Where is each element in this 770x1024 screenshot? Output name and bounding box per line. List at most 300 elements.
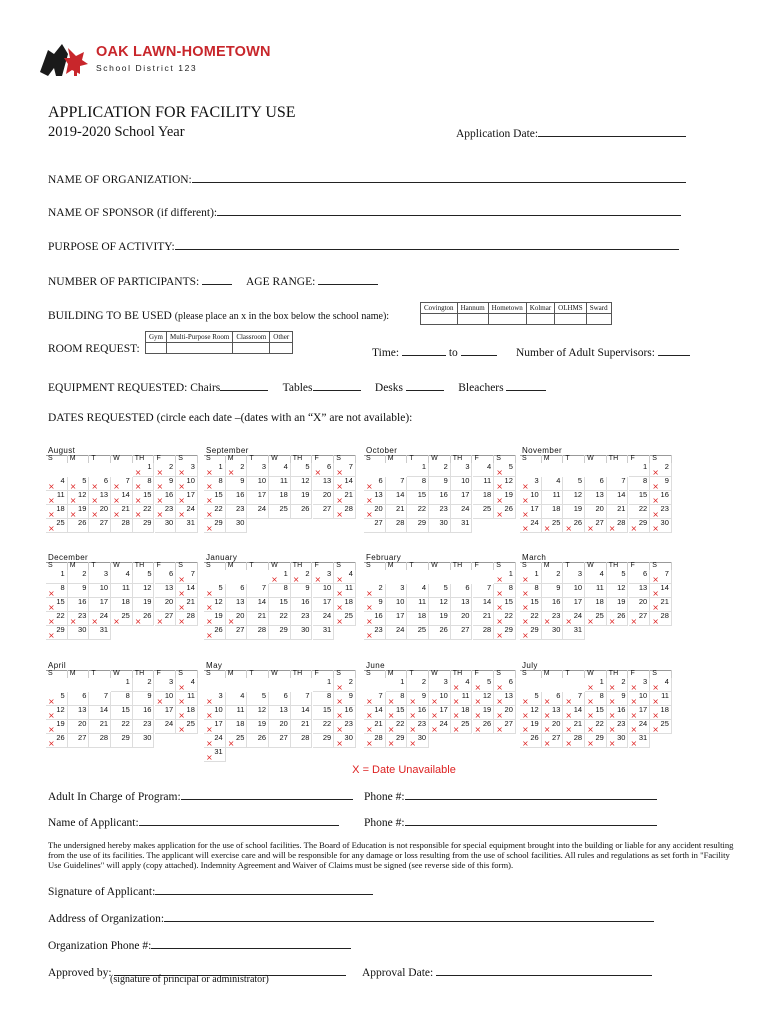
calendar-day[interactable] [68,612,90,626]
calendar-day[interactable] [89,491,111,505]
calendar-day[interactable] [585,692,607,706]
calendar-day[interactable] [313,720,335,734]
calendar-day[interactable] [204,463,226,477]
calendar-day[interactable] [563,720,585,734]
calendar-day[interactable] [291,463,313,477]
calendar-day[interactable] [386,720,408,734]
calendar-day[interactable] [313,612,335,626]
calendar-day[interactable] [46,570,68,584]
calendar-day[interactable] [520,706,542,720]
calendar-day[interactable] [650,570,672,584]
calendar-day[interactable] [364,626,386,640]
calendar-day[interactable] [111,519,133,533]
calendar-day[interactable] [629,477,651,491]
calendar-day[interactable] [629,612,651,626]
calendar-day[interactable] [364,706,386,720]
calendar-day[interactable] [429,720,451,734]
calendar-day[interactable] [204,505,226,519]
calendar-day[interactable] [407,598,429,612]
calendar-day[interactable] [247,734,269,748]
calendar-day[interactable] [269,692,291,706]
calendar-day[interactable] [542,612,564,626]
calendar-day[interactable] [89,570,111,584]
calendar-day[interactable] [629,463,651,477]
calendar-day[interactable] [494,706,516,720]
calendar-day[interactable] [494,463,516,477]
calendar-day[interactable] [629,734,651,748]
calendar-day[interactable] [204,748,226,762]
calendar-day[interactable] [334,491,356,505]
building-checkbox[interactable] [586,314,611,325]
calendar-day[interactable] [494,505,516,519]
calendar-day[interactable] [494,584,516,598]
calendar-day[interactable] [46,505,68,519]
calendar-day[interactable] [176,491,198,505]
calendar-day[interactable] [269,598,291,612]
calendar-day[interactable] [585,519,607,533]
calendar-day[interactable] [155,570,177,584]
calendar-day[interactable] [429,463,451,477]
calendar-day[interactable] [89,584,111,598]
calendar-day[interactable] [176,720,198,734]
calendar-day[interactable] [520,505,542,519]
calendar-day[interactable] [542,692,564,706]
calendar-day[interactable] [291,706,313,720]
calendar-day[interactable] [386,477,408,491]
calendar-day[interactable] [313,477,335,491]
calendar-day[interactable] [291,477,313,491]
calendar-day[interactable] [585,612,607,626]
calendar-day[interactable] [429,584,451,598]
calendar-day[interactable] [386,584,408,598]
calendar-day[interactable] [451,706,473,720]
calendar-day[interactable] [133,463,155,477]
calendar-day[interactable] [226,598,248,612]
calendar-day[interactable] [226,720,248,734]
calendar-day[interactable] [89,626,111,640]
calendar-day[interactable] [607,612,629,626]
calendar-day[interactable] [226,491,248,505]
calendar-day[interactable] [451,584,473,598]
calendar-day[interactable] [473,598,495,612]
calendar-day[interactable] [386,734,408,748]
calendar-day[interactable] [226,519,248,533]
calendar-day[interactable] [133,692,155,706]
calendar-day[interactable] [155,612,177,626]
calendar-day[interactable] [407,584,429,598]
calendar-day[interactable] [155,678,177,692]
calendar-day[interactable] [247,491,269,505]
calendar-day[interactable] [542,570,564,584]
calendar-day[interactable] [607,734,629,748]
calendar-day[interactable] [629,519,651,533]
calendar-day[interactable] [451,463,473,477]
calendar-day[interactable] [176,463,198,477]
calendar-day[interactable] [650,692,672,706]
calendar-day[interactable] [407,463,429,477]
calendar-day[interactable] [89,505,111,519]
calendar-day[interactable] [291,570,313,584]
calendar-day[interactable] [386,505,408,519]
calendar-day[interactable] [629,598,651,612]
calendar-day[interactable] [451,626,473,640]
calendar-day[interactable] [563,477,585,491]
calendar-day[interactable] [650,491,672,505]
building-checkbox[interactable] [526,314,554,325]
building-checkbox[interactable] [421,314,458,325]
calendar-day[interactable] [629,720,651,734]
calendar-day[interactable] [650,598,672,612]
calendar-day[interactable] [46,598,68,612]
calendar-day[interactable] [542,505,564,519]
calendar-day[interactable] [176,505,198,519]
adult-in-charge-field[interactable] [48,787,353,803]
calendar-day[interactable] [46,734,68,748]
calendar-day[interactable] [226,477,248,491]
calendar-day[interactable] [133,584,155,598]
calendar-day[interactable] [542,598,564,612]
application-date-field[interactable] [456,124,686,140]
calendar-day[interactable] [585,598,607,612]
calendar-day[interactable] [204,706,226,720]
adult-phone-field[interactable] [364,787,657,803]
calendar-day[interactable] [429,692,451,706]
calendar-day[interactable] [364,519,386,533]
calendar-day[interactable] [629,505,651,519]
calendar-day[interactable] [204,612,226,626]
calendar-day[interactable] [473,706,495,720]
calendar-day[interactable] [204,734,226,748]
calendar-day[interactable] [407,491,429,505]
calendar-day[interactable] [291,598,313,612]
calendar-day[interactable] [386,692,408,706]
calendar-day[interactable] [204,626,226,640]
calendar-day[interactable] [155,505,177,519]
calendar-day[interactable] [585,491,607,505]
calendar-day[interactable] [334,612,356,626]
calendar-day[interactable] [494,491,516,505]
calendar-day[interactable] [386,706,408,720]
calendar-day[interactable] [204,598,226,612]
calendar-day[interactable] [451,477,473,491]
calendar-day[interactable] [650,612,672,626]
calendar-day[interactable] [247,692,269,706]
calendar-day[interactable] [176,692,198,706]
calendar-day[interactable] [89,706,111,720]
calendar-day[interactable] [386,626,408,640]
calendar-day[interactable] [494,678,516,692]
calendar-day[interactable] [111,692,133,706]
calendar-day[interactable] [155,706,177,720]
building-checkbox[interactable] [457,314,488,325]
calendar-day[interactable] [247,598,269,612]
calendar-day[interactable] [269,491,291,505]
calendar-day[interactable] [473,678,495,692]
calendar-day[interactable] [473,720,495,734]
calendar-day[interactable] [133,678,155,692]
calendar-day[interactable] [334,692,356,706]
calendar-day[interactable] [494,598,516,612]
sponsor-field[interactable] [48,203,681,219]
calendar-day[interactable] [650,678,672,692]
calendar-day[interactable] [520,491,542,505]
calendar-day[interactable] [542,626,564,640]
calendar-day[interactable] [46,584,68,598]
calendar-day[interactable] [68,505,90,519]
calendar-day[interactable] [46,519,68,533]
calendar-day[interactable] [226,706,248,720]
building-checkbox[interactable] [488,314,526,325]
calendar-day[interactable] [226,626,248,640]
calendar-day[interactable] [334,706,356,720]
calendar-day[interactable] [451,519,473,533]
calendar-day[interactable] [563,734,585,748]
calendar-day[interactable] [585,734,607,748]
calendar-day[interactable] [607,570,629,584]
calendar-day[interactable] [650,706,672,720]
calendar-day[interactable] [133,598,155,612]
time-field[interactable] [372,343,497,359]
calendar-day[interactable] [111,706,133,720]
calendar-day[interactable] [585,720,607,734]
calendar-day[interactable] [313,598,335,612]
calendar-day[interactable] [68,734,90,748]
calendar-day[interactable] [542,477,564,491]
calendar-day[interactable] [563,692,585,706]
calendar-day[interactable] [89,720,111,734]
calendar-day[interactable] [155,519,177,533]
calendar-day[interactable] [650,584,672,598]
calendar-day[interactable] [291,720,313,734]
calendar-day[interactable] [429,706,451,720]
calendar-day[interactable] [542,491,564,505]
org-phone-field[interactable] [48,936,351,952]
calendar-day[interactable] [269,734,291,748]
calendar-day[interactable] [542,720,564,734]
calendar-day[interactable] [364,584,386,598]
calendar-day[interactable] [607,598,629,612]
calendar-day[interactable] [386,598,408,612]
calendar-day[interactable] [89,692,111,706]
calendar-day[interactable] [473,505,495,519]
calendar-day[interactable] [334,505,356,519]
calendar-day[interactable] [451,720,473,734]
calendar-day[interactable] [563,491,585,505]
calendar-day[interactable] [386,519,408,533]
calendar-day[interactable] [607,505,629,519]
calendar-day[interactable] [607,720,629,734]
calendar-day[interactable] [364,720,386,734]
calendar-day[interactable] [68,477,90,491]
calendar-day[interactable] [269,463,291,477]
calendar-day[interactable] [204,692,226,706]
calendar-day[interactable] [269,706,291,720]
age-range-field[interactable] [246,272,378,288]
calendar-day[interactable] [520,570,542,584]
calendar-day[interactable] [520,519,542,533]
calendar-day[interactable] [89,477,111,491]
calendar-day[interactable] [650,519,672,533]
address-field[interactable] [48,909,654,925]
calendar-day[interactable] [176,570,198,584]
calendar-day[interactable] [563,584,585,598]
calendar-day[interactable] [68,720,90,734]
calendar-day[interactable] [542,519,564,533]
calendar-day[interactable] [563,598,585,612]
calendar-day[interactable] [313,734,335,748]
calendar-day[interactable] [68,584,90,598]
calendar-day[interactable] [520,626,542,640]
calendar-day[interactable] [364,734,386,748]
calendar-day[interactable] [607,491,629,505]
calendar-day[interactable] [247,477,269,491]
calendar-day[interactable] [176,678,198,692]
calendar-day[interactable] [542,734,564,748]
calendar-day[interactable] [155,692,177,706]
calendar-day[interactable] [520,734,542,748]
calendar-day[interactable] [494,612,516,626]
calendar-day[interactable] [364,612,386,626]
calendar-day[interactable] [269,720,291,734]
calendar-day[interactable] [629,692,651,706]
calendar-day[interactable] [607,477,629,491]
calendar-day[interactable] [155,584,177,598]
calendar-day[interactable] [429,505,451,519]
calendar-day[interactable] [451,491,473,505]
calendar-day[interactable] [429,519,451,533]
calendar-day[interactable] [494,626,516,640]
calendar-day[interactable] [542,584,564,598]
applicant-phone-field[interactable] [364,813,657,829]
calendar-day[interactable] [520,598,542,612]
calendar-day[interactable] [291,734,313,748]
calendar-day[interactable] [386,678,408,692]
calendar-day[interactable] [313,491,335,505]
calendar-day[interactable] [607,678,629,692]
calendar-day[interactable] [176,584,198,598]
calendar-day[interactable] [89,612,111,626]
calendar-day[interactable] [473,491,495,505]
calendar-day[interactable] [334,598,356,612]
calendar-day[interactable] [176,598,198,612]
calendar-day[interactable] [650,505,672,519]
calendar-day[interactable] [291,612,313,626]
calendar-day[interactable] [68,598,90,612]
calendar-day[interactable] [155,463,177,477]
calendar-day[interactable] [68,519,90,533]
supervisors-field[interactable] [516,343,690,359]
calendar-day[interactable] [407,692,429,706]
calendar-day[interactable] [313,626,335,640]
calendar-day[interactable] [133,720,155,734]
calendar-day[interactable] [133,706,155,720]
calendar-day[interactable] [607,692,629,706]
calendar-day[interactable] [155,720,177,734]
calendar-day[interactable] [204,477,226,491]
calendar-day[interactable] [226,505,248,519]
calendar-day[interactable] [650,477,672,491]
calendar-day[interactable] [563,519,585,533]
calendar-day[interactable] [269,612,291,626]
calendar-day[interactable] [313,505,335,519]
calendar-day[interactable] [334,734,356,748]
calendar-day[interactable] [226,692,248,706]
calendar-day[interactable] [313,570,335,584]
calendar-day[interactable] [334,477,356,491]
calendar-day[interactable] [386,491,408,505]
calendar-day[interactable] [407,612,429,626]
calendar-day[interactable] [494,720,516,734]
calendar-day[interactable] [291,491,313,505]
calendar-day[interactable] [473,463,495,477]
calendar-day[interactable] [429,477,451,491]
calendar-day[interactable] [46,720,68,734]
calendar-day[interactable] [46,612,68,626]
calendar-day[interactable] [46,706,68,720]
room-checkbox[interactable] [233,343,270,354]
calendar-day[interactable] [629,584,651,598]
calendar-day[interactable] [407,734,429,748]
calendar-day[interactable] [226,584,248,598]
calendar-day[interactable] [68,706,90,720]
calendar-day[interactable] [473,626,495,640]
calendar-day[interactable] [629,678,651,692]
calendar-day[interactable] [520,477,542,491]
calendar-day[interactable] [133,570,155,584]
calendar-day[interactable] [111,477,133,491]
calendar-day[interactable] [585,678,607,692]
calendar-day[interactable] [46,626,68,640]
calendar-day[interactable] [269,584,291,598]
calendar-day[interactable] [585,505,607,519]
calendar-day[interactable] [520,692,542,706]
calendar-day[interactable] [133,477,155,491]
calendar-day[interactable] [176,519,198,533]
calendar-day[interactable] [155,491,177,505]
calendar-day[interactable] [563,612,585,626]
equipment-field[interactable] [48,378,546,394]
calendar-day[interactable] [629,491,651,505]
calendar-day[interactable] [313,706,335,720]
calendar-day[interactable] [542,706,564,720]
calendar-day[interactable] [494,692,516,706]
calendar-day[interactable] [247,706,269,720]
calendar-day[interactable] [111,734,133,748]
calendar-day[interactable] [429,598,451,612]
room-checkbox[interactable] [270,343,293,354]
calendar-day[interactable] [364,477,386,491]
calendar-day[interactable] [226,612,248,626]
calendar-day[interactable] [473,477,495,491]
calendar-day[interactable] [364,598,386,612]
calendar-day[interactable] [133,734,155,748]
calendar-day[interactable] [607,519,629,533]
calendar-day[interactable] [407,505,429,519]
calendar-day[interactable] [313,678,335,692]
calendar-day[interactable] [313,692,335,706]
calendar-day[interactable] [176,706,198,720]
room-checkbox[interactable] [167,343,233,354]
calendar-day[interactable] [111,505,133,519]
purpose-field[interactable] [48,237,679,253]
calendar-day[interactable] [111,491,133,505]
calendar-day[interactable] [629,706,651,720]
calendar-day[interactable] [313,584,335,598]
calendar-day[interactable] [429,626,451,640]
calendar-day[interactable] [585,584,607,598]
calendar-day[interactable] [68,692,90,706]
calendar-day[interactable] [650,463,672,477]
